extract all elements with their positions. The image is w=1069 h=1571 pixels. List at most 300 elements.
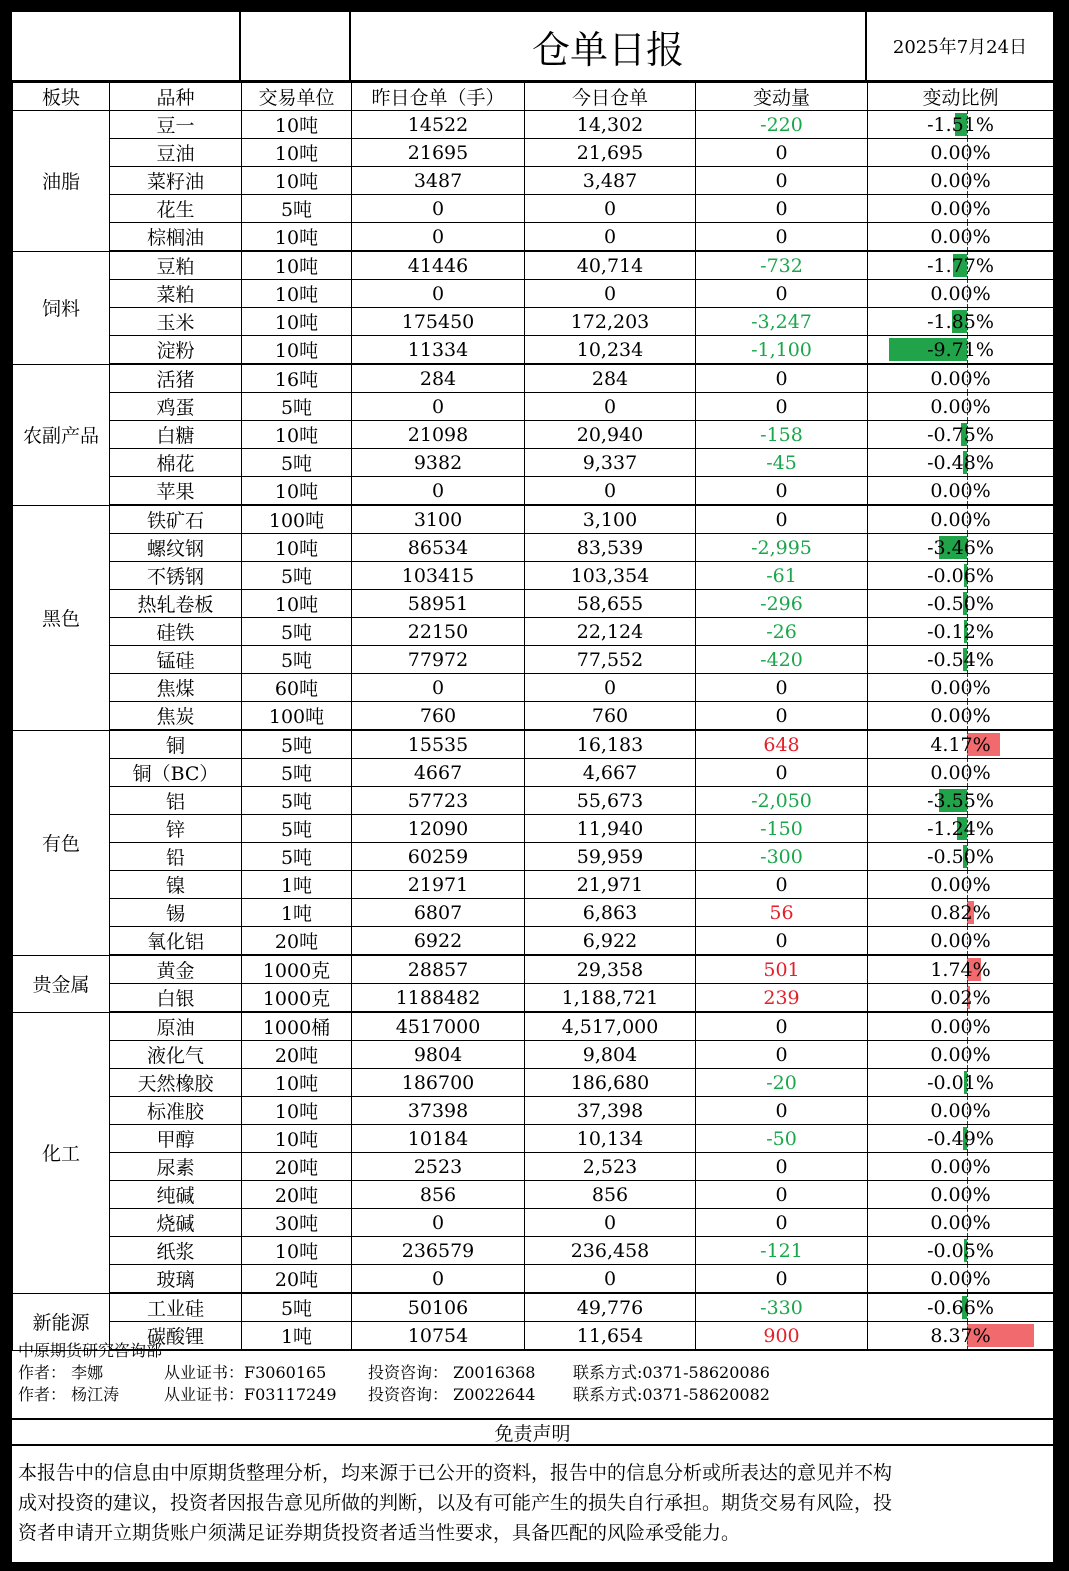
unit-cell: 10吨 (242, 251, 352, 280)
table-row (13, 1069, 1054, 1097)
change-cell: -50 (696, 1125, 868, 1153)
pct-label: -0.05% (927, 1239, 994, 1262)
unit-cell: 5吨 (242, 393, 352, 421)
unit-cell: 1吨 (242, 871, 352, 899)
pct-label: 0.00% (930, 508, 991, 531)
sector-cell: 贵金属 (13, 955, 110, 1012)
today-cell: 0 (525, 393, 696, 421)
pct-cell (868, 730, 1054, 759)
variety-cell: 天然橡胶 (110, 1069, 242, 1097)
pct-cell (868, 702, 1054, 731)
variety-cell: 菜籽油 (110, 167, 242, 195)
yesterday-cell: 0 (352, 223, 525, 252)
table-row (13, 1041, 1054, 1069)
yesterday-cell: 103415 (352, 562, 525, 590)
today-cell: 0 (525, 1265, 696, 1294)
col-header-yesterday: 昨日仓单（手） (352, 83, 525, 111)
change-cell: 0 (696, 702, 868, 731)
unit-cell: 5吨 (242, 562, 352, 590)
sector-cell: 化工 (13, 1012, 110, 1293)
yesterday-cell: 1188482 (352, 984, 525, 1013)
sector-cell: 有色 (13, 730, 110, 955)
unit-cell: 10吨 (242, 477, 352, 506)
table-row (13, 1153, 1054, 1181)
author-cert: 从业证书：F3060165 (164, 1363, 327, 1382)
variety-cell: 白银 (110, 984, 242, 1013)
today-cell: 37,398 (525, 1097, 696, 1125)
table-row (13, 955, 1054, 984)
yesterday-cell: 4517000 (352, 1012, 525, 1041)
unit-cell: 10吨 (242, 590, 352, 618)
change-cell: 900 (696, 1322, 868, 1351)
pct-cell (868, 1322, 1054, 1351)
unit-cell: 1吨 (242, 1322, 352, 1351)
today-cell: 6,922 (525, 927, 696, 956)
unit-cell: 60吨 (242, 674, 352, 702)
today-cell: 11,654 (525, 1322, 696, 1351)
unit-cell: 1000桶 (242, 1012, 352, 1041)
pct-cell (868, 477, 1054, 506)
yesterday-cell: 186700 (352, 1069, 525, 1097)
variety-cell: 纯碱 (110, 1181, 242, 1209)
pct-label: 0.00% (930, 1183, 991, 1206)
change-cell: 0 (696, 505, 868, 534)
unit-cell: 16吨 (242, 364, 352, 393)
variety-cell: 甲醇 (110, 1125, 242, 1153)
org-name: 中原期货研究咨询部 (18, 1341, 163, 1360)
header-blank-2 (241, 12, 351, 82)
table-row (13, 1209, 1054, 1237)
today-cell: 4,667 (525, 759, 696, 787)
pct-cell (868, 1181, 1054, 1209)
yesterday-cell: 760 (352, 702, 525, 731)
variety-cell: 焦炭 (110, 702, 242, 731)
variety-cell: 棉花 (110, 449, 242, 477)
report-sheet (10, 10, 1055, 1564)
change-cell: -330 (696, 1293, 868, 1322)
variety-cell: 鸡蛋 (110, 393, 242, 421)
unit-cell: 10吨 (242, 1125, 352, 1153)
variety-cell: 豆一 (110, 111, 242, 139)
variety-cell: 热轧卷板 (110, 590, 242, 618)
today-cell: 21,695 (525, 139, 696, 167)
unit-cell: 10吨 (242, 167, 352, 195)
change-cell: -26 (696, 618, 868, 646)
table-row (13, 534, 1054, 562)
pct-cell (868, 927, 1054, 956)
today-cell: 10,134 (525, 1125, 696, 1153)
variety-cell: 菜粕 (110, 280, 242, 308)
pct-label: 0.00% (930, 395, 991, 418)
variety-cell: 铅 (110, 843, 242, 871)
table-row (13, 590, 1054, 618)
pct-label: -0.75% (927, 423, 994, 446)
col-header-variety: 品种 (110, 83, 242, 111)
yesterday-cell: 21098 (352, 421, 525, 449)
table-row (13, 449, 1054, 477)
yesterday-cell: 10184 (352, 1125, 525, 1153)
unit-cell: 100吨 (242, 505, 352, 534)
pct-cell (868, 674, 1054, 702)
today-cell: 0 (525, 477, 696, 506)
author-name: 作者： 李娜 (18, 1363, 104, 1382)
pct-cell (868, 1069, 1054, 1097)
change-cell: 0 (696, 1181, 868, 1209)
change-cell: -420 (696, 646, 868, 674)
pct-cell (868, 759, 1054, 787)
yesterday-cell: 14522 (352, 111, 525, 139)
pct-label: -0.06% (927, 564, 994, 587)
today-cell: 856 (525, 1181, 696, 1209)
pct-label: 1.74% (930, 958, 991, 981)
change-cell: 0 (696, 674, 868, 702)
variety-cell: 锰硅 (110, 646, 242, 674)
change-cell: 0 (696, 364, 868, 393)
change-cell: -300 (696, 843, 868, 871)
unit-cell: 10吨 (242, 1237, 352, 1265)
unit-cell: 30吨 (242, 1209, 352, 1237)
today-cell: 3,100 (525, 505, 696, 534)
disclaimer-text (18, 1458, 1048, 1548)
today-cell: 103,354 (525, 562, 696, 590)
unit-cell: 5吨 (242, 449, 352, 477)
change-cell: -121 (696, 1237, 868, 1265)
unit-cell: 1000克 (242, 984, 352, 1013)
variety-cell: 铝 (110, 787, 242, 815)
variety-cell: 黄金 (110, 955, 242, 984)
yesterday-cell: 0 (352, 1209, 525, 1237)
change-cell: -296 (696, 590, 868, 618)
pct-label: -0.12% (927, 620, 994, 643)
change-cell: -1,100 (696, 336, 868, 365)
pct-cell (868, 421, 1054, 449)
pct-label: -0.54% (927, 648, 994, 671)
pct-label: 0.00% (930, 873, 991, 896)
unit-cell: 20吨 (242, 1181, 352, 1209)
table-row (13, 1237, 1054, 1265)
unit-cell: 10吨 (242, 111, 352, 139)
disclaimer-line: 资者申请开立期货账户须满足证券期货投资者适当性要求，具备匹配的风险承受能力。 (18, 1522, 741, 1544)
table-row (13, 1293, 1054, 1322)
pct-cell (868, 505, 1054, 534)
change-cell: 0 (696, 1041, 868, 1069)
yesterday-cell: 2523 (352, 1153, 525, 1181)
today-cell: 236,458 (525, 1237, 696, 1265)
variety-cell: 烧碱 (110, 1209, 242, 1237)
pct-label: 0.00% (930, 197, 991, 220)
table-row (13, 195, 1054, 223)
yesterday-cell: 21695 (352, 139, 525, 167)
table-row (13, 1097, 1054, 1125)
change-cell: 0 (696, 139, 868, 167)
disclaimer-line: 本报告中的信息由中原期货整理分析，均来源于已公开的资料，报告中的信息分析或所表达的意见并不构 (18, 1462, 893, 1484)
today-cell: 9,337 (525, 449, 696, 477)
pct-cell (868, 139, 1054, 167)
yesterday-cell: 28857 (352, 955, 525, 984)
pct-label: -0.50% (927, 592, 994, 615)
change-cell: 0 (696, 927, 868, 956)
pct-cell (868, 336, 1054, 365)
pct-label: -0.49% (927, 1127, 994, 1150)
table-row (13, 1012, 1054, 1041)
table-row (13, 843, 1054, 871)
today-cell: 59,959 (525, 843, 696, 871)
today-cell: 11,940 (525, 815, 696, 843)
pct-label: 0.00% (930, 676, 991, 699)
variety-cell: 焦煤 (110, 674, 242, 702)
table-row (13, 280, 1054, 308)
yesterday-cell: 57723 (352, 787, 525, 815)
change-cell: 0 (696, 1209, 868, 1237)
pct-cell (868, 393, 1054, 421)
change-cell: 0 (696, 195, 868, 223)
change-cell: -158 (696, 421, 868, 449)
unit-cell: 5吨 (242, 787, 352, 815)
yesterday-cell: 284 (352, 364, 525, 393)
table-row (13, 505, 1054, 534)
table-body (13, 111, 1054, 1351)
table-row (13, 421, 1054, 449)
table-header-row (13, 83, 1054, 111)
pct-label: -1.24% (927, 817, 994, 840)
pct-cell (868, 984, 1054, 1013)
today-cell: 21,971 (525, 871, 696, 899)
pct-label: -1.51% (927, 113, 994, 136)
pct-cell (868, 223, 1054, 252)
unit-cell: 10吨 (242, 1097, 352, 1125)
today-cell: 4,517,000 (525, 1012, 696, 1041)
variety-cell: 原油 (110, 1012, 242, 1041)
yesterday-cell: 0 (352, 674, 525, 702)
table-row (13, 646, 1054, 674)
change-cell: -3,247 (696, 308, 868, 336)
variety-cell: 苹果 (110, 477, 242, 506)
variety-cell: 棕榈油 (110, 223, 242, 252)
pct-label: -9.71% (927, 338, 994, 361)
table-row (13, 618, 1054, 646)
unit-cell: 5吨 (242, 195, 352, 223)
yesterday-cell: 50106 (352, 1293, 525, 1322)
yesterday-cell: 77972 (352, 646, 525, 674)
pct-label: 8.37% (930, 1324, 991, 1347)
change-cell: 648 (696, 730, 868, 759)
table-row (13, 787, 1054, 815)
pct-cell (868, 308, 1054, 336)
pct-label: -0.50% (927, 845, 994, 868)
change-cell: 0 (696, 1265, 868, 1294)
table-row (13, 251, 1054, 280)
today-cell: 0 (525, 674, 696, 702)
table-row (13, 899, 1054, 927)
yesterday-cell: 0 (352, 393, 525, 421)
table-row (13, 393, 1054, 421)
yesterday-cell: 0 (352, 195, 525, 223)
unit-cell: 10吨 (242, 280, 352, 308)
yesterday-cell: 9382 (352, 449, 525, 477)
today-cell: 3,487 (525, 167, 696, 195)
yesterday-cell: 0 (352, 477, 525, 506)
change-cell: 0 (696, 393, 868, 421)
yesterday-cell: 22150 (352, 618, 525, 646)
unit-cell: 5吨 (242, 1293, 352, 1322)
pct-cell (868, 195, 1054, 223)
yesterday-cell: 86534 (352, 534, 525, 562)
variety-cell: 液化气 (110, 1041, 242, 1069)
change-cell: 0 (696, 280, 868, 308)
yesterday-cell: 41446 (352, 251, 525, 280)
yesterday-cell: 0 (352, 1265, 525, 1294)
table-row (13, 111, 1054, 139)
author-cert: 从业证书：F03117249 (164, 1385, 337, 1404)
pct-cell (868, 787, 1054, 815)
unit-cell: 20吨 (242, 1265, 352, 1294)
table-row (13, 730, 1054, 759)
yesterday-cell: 3487 (352, 167, 525, 195)
pct-label: 0.00% (930, 929, 991, 952)
change-cell: -220 (696, 111, 868, 139)
today-cell: 14,302 (525, 111, 696, 139)
table-row (13, 984, 1054, 1013)
today-cell: 40,714 (525, 251, 696, 280)
yesterday-cell: 6807 (352, 899, 525, 927)
today-cell: 10,234 (525, 336, 696, 365)
yesterday-cell: 236579 (352, 1237, 525, 1265)
author-consult: 投资咨询： Z0022644 (368, 1385, 536, 1404)
pct-label: 0.00% (930, 225, 991, 248)
variety-cell: 铜（BC） (110, 759, 242, 787)
pct-label: 0.00% (930, 1155, 991, 1178)
variety-cell: 豆粕 (110, 251, 242, 280)
pct-cell (868, 1237, 1054, 1265)
variety-cell: 玉米 (110, 308, 242, 336)
unit-cell: 10吨 (242, 223, 352, 252)
pct-label: -1.77% (927, 254, 994, 277)
variety-cell: 工业硅 (110, 1293, 242, 1322)
pct-cell (868, 449, 1054, 477)
table-row (13, 927, 1054, 956)
pct-label: 0.02% (930, 986, 991, 1009)
sector-cell: 新能源 (13, 1293, 110, 1350)
pct-cell (868, 167, 1054, 195)
variety-cell: 铁矿石 (110, 505, 242, 534)
today-cell: 83,539 (525, 534, 696, 562)
report-date: 2025年7月24日 (867, 12, 1053, 82)
unit-cell: 5吨 (242, 730, 352, 759)
pct-cell (868, 364, 1054, 393)
col-header-pct: 变动比例 (868, 83, 1054, 111)
today-cell: 20,940 (525, 421, 696, 449)
today-cell: 22,124 (525, 618, 696, 646)
unit-cell: 10吨 (242, 139, 352, 167)
variety-cell: 铜 (110, 730, 242, 759)
pct-label: 0.00% (930, 282, 991, 305)
pct-label: -0.48% (927, 451, 994, 474)
pct-cell (868, 1153, 1054, 1181)
change-cell: 0 (696, 167, 868, 195)
yesterday-cell: 12090 (352, 815, 525, 843)
change-cell: 56 (696, 899, 868, 927)
unit-cell: 20吨 (242, 1153, 352, 1181)
today-cell: 6,863 (525, 899, 696, 927)
variety-cell: 花生 (110, 195, 242, 223)
table-row (13, 815, 1054, 843)
today-cell: 29,358 (525, 955, 696, 984)
pct-label: 0.00% (930, 141, 991, 164)
unit-cell: 10吨 (242, 308, 352, 336)
today-cell: 55,673 (525, 787, 696, 815)
yesterday-cell: 60259 (352, 843, 525, 871)
table-row (13, 139, 1054, 167)
unit-cell: 5吨 (242, 618, 352, 646)
yesterday-cell: 856 (352, 1181, 525, 1209)
change-cell: 0 (696, 871, 868, 899)
variety-cell: 碳酸锂 (110, 1322, 242, 1351)
variety-cell: 标准胶 (110, 1097, 242, 1125)
col-header-change: 变动量 (696, 83, 868, 111)
author-contact: 联系方式:0371-58620082 (573, 1385, 770, 1404)
header-blank-1 (12, 12, 241, 82)
pct-label: 0.00% (930, 761, 991, 784)
pct-label: 4.17% (930, 733, 991, 756)
yesterday-cell: 3100 (352, 505, 525, 534)
pct-label: 0.00% (930, 1267, 991, 1290)
table-row (13, 477, 1054, 506)
pct-label: -0.01% (927, 1071, 994, 1094)
pct-cell (868, 251, 1054, 280)
pct-cell (868, 1097, 1054, 1125)
pct-label: -0.66% (927, 1296, 994, 1319)
pct-cell (868, 590, 1054, 618)
table-row (13, 562, 1054, 590)
table-row (13, 1125, 1054, 1153)
pct-label: 0.00% (930, 1099, 991, 1122)
pct-cell (868, 1209, 1054, 1237)
today-cell: 186,680 (525, 1069, 696, 1097)
pct-label: 0.00% (930, 704, 991, 727)
pct-cell (868, 871, 1054, 899)
pct-label: -1.85% (927, 310, 994, 333)
pct-cell (868, 280, 1054, 308)
today-cell: 77,552 (525, 646, 696, 674)
pct-cell (868, 955, 1054, 984)
pct-cell (868, 1293, 1054, 1322)
variety-cell: 镍 (110, 871, 242, 899)
change-cell: 0 (696, 759, 868, 787)
yesterday-cell: 10754 (352, 1322, 525, 1351)
table-row (13, 1322, 1054, 1351)
pct-cell (868, 1041, 1054, 1069)
today-cell: 9,804 (525, 1041, 696, 1069)
change-cell: 501 (696, 955, 868, 984)
warehouse-receipt-table (12, 82, 1054, 1351)
pct-label: -3.55% (927, 789, 994, 812)
table-row (13, 223, 1054, 252)
pct-cell (868, 618, 1054, 646)
change-cell: -61 (696, 562, 868, 590)
today-cell: 172,203 (525, 308, 696, 336)
yesterday-cell: 175450 (352, 308, 525, 336)
variety-cell: 纸浆 (110, 1237, 242, 1265)
unit-cell: 1吨 (242, 899, 352, 927)
col-header-sector: 板块 (13, 83, 110, 111)
variety-cell: 活猪 (110, 364, 242, 393)
change-cell: 0 (696, 1097, 868, 1125)
change-cell: -2,050 (696, 787, 868, 815)
disclaimer-title: 免责声明 (12, 1418, 1053, 1446)
report-title: 仓单日报 (351, 12, 867, 82)
change-cell: 0 (696, 1012, 868, 1041)
change-cell: -150 (696, 815, 868, 843)
